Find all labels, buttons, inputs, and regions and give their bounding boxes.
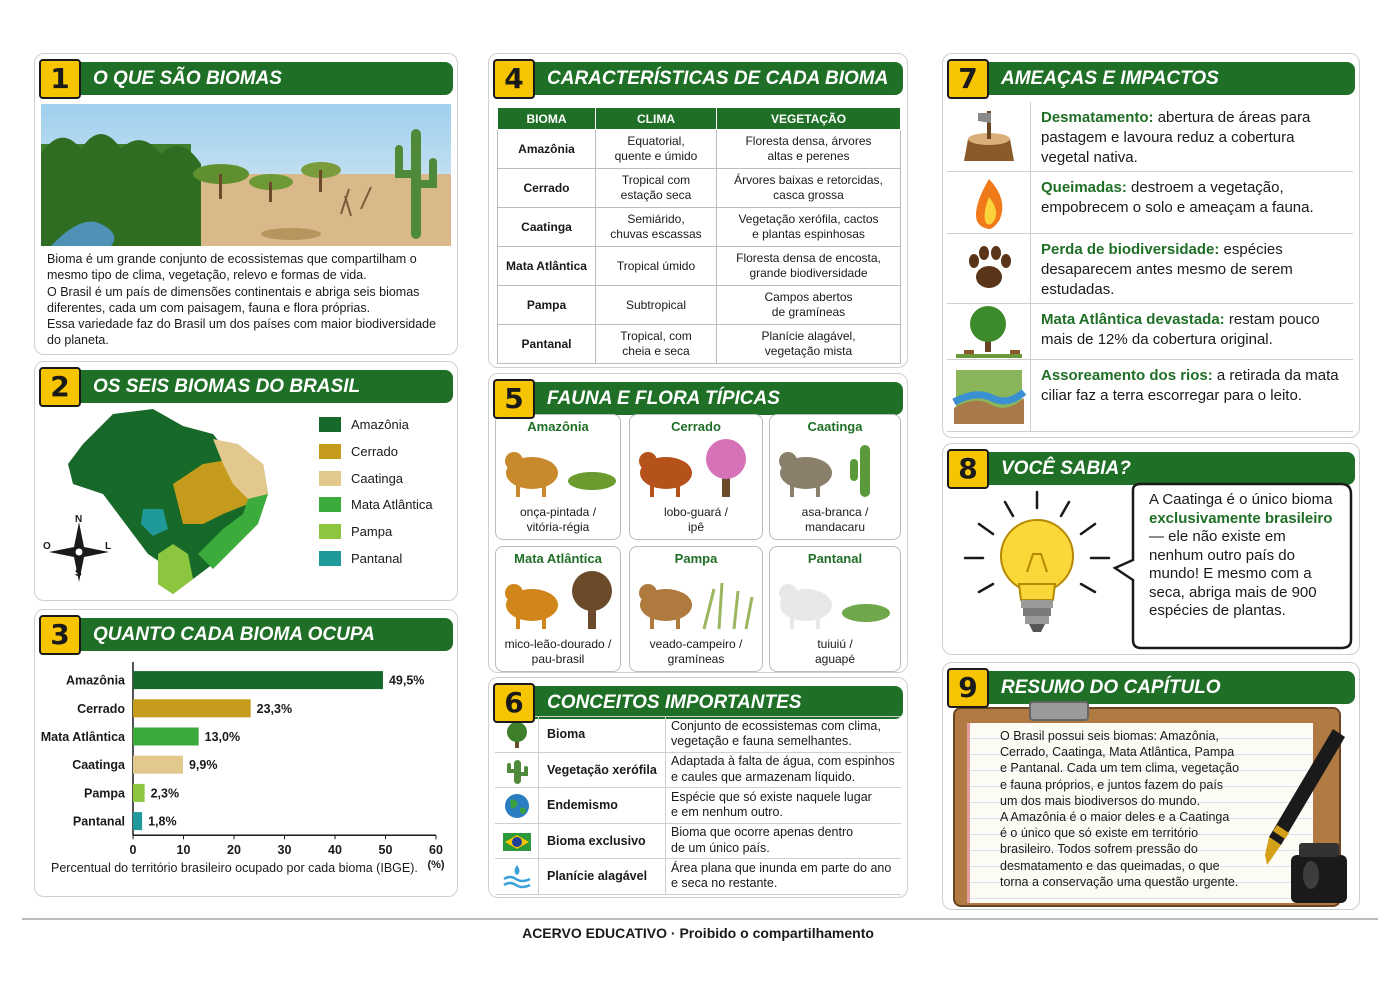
globe-icon xyxy=(502,792,532,820)
compass-s: S xyxy=(75,568,82,579)
section-number: 9 xyxy=(947,668,989,708)
section-biome-characteristics xyxy=(488,53,908,368)
table-header-row xyxy=(498,108,901,130)
threat-text: Mata Atlântica devastada: restam pouco mais de 12% da cobertura original. xyxy=(1041,311,1320,348)
concept-row xyxy=(495,717,901,753)
section-number: 6 xyxy=(493,683,535,723)
card-biome-name: Mata Atlântica xyxy=(514,551,602,566)
compass-o: O xyxy=(43,541,51,552)
brazil-flag-icon xyxy=(502,828,532,856)
value-label: 2,3% xyxy=(150,786,180,801)
chart-caption: Percentual do território brasileiro ocupado por cada bioma (IBGE). xyxy=(51,861,418,875)
value-label: 9,9% xyxy=(188,758,218,773)
section-biome-area-chart xyxy=(34,609,458,897)
x-tick-label: 50 xyxy=(378,843,393,858)
threat-row xyxy=(947,360,1353,432)
bird-cactus-icon xyxy=(774,437,894,499)
landscape-illustration xyxy=(41,104,451,246)
concept-row xyxy=(495,753,901,789)
paw-icon xyxy=(954,241,1024,297)
river-erosion-icon xyxy=(954,368,1024,424)
section-did-you-know xyxy=(942,443,1360,655)
threats-list xyxy=(947,102,1353,436)
section-what-are-biomes xyxy=(34,53,458,355)
section-number: 2 xyxy=(39,367,81,407)
biome-cell: Pampa xyxy=(498,286,596,325)
vegetation-cell: Planície alagável, vegetação mista xyxy=(717,325,901,364)
section-title: CARACTERÍSTICAS DE CADA BIOMA xyxy=(547,68,889,89)
section-key-concepts xyxy=(488,677,908,898)
value-label: 13,0% xyxy=(204,730,241,744)
bar xyxy=(133,756,183,774)
concept-definition: Conjunto de ecossistemas com clima, vegetação e fauna semelhantes. xyxy=(665,717,897,752)
card-biome-name: Pampa xyxy=(674,551,718,566)
summary-line: um dos mais biodiversos do mundo. xyxy=(1000,793,1201,808)
did-you-know-text: A Caatinga é o único bioma exclusivamente brasileiro — ele não existe em nenhum outro país do mundo! E mesmo com a seca, abriga mais de 900 espécies de plantas. xyxy=(1149,491,1333,619)
x-tick-label: 60 xyxy=(429,843,443,858)
vegetation-cell: Vegetação xerófila, cactos e plantas espinhosas xyxy=(717,208,901,247)
summary-line: brasileiro. Todos sofrem pressão do xyxy=(1000,842,1198,857)
card-species-label: onça-pintada / vitória-régia xyxy=(519,505,597,534)
section-six-biomes-map: 2 OS SEIS BIOMAS DO BRASIL N S O L Amazônia Cerrado Caatinga Mata Atlântica Pampa Pantanal xyxy=(34,361,458,601)
x-tick-label: 20 xyxy=(227,843,241,858)
biomes-definition-text: Bioma é um grande conjunto de ecossistemas que compartilham o mesmo tipo de clima, vegetação, relevo e formas de vida. O Brasil é um país de dimensões continentais e abriga seis biomas diferentes, cada um com paisagem, fauna e flora próprias. Essa variedade faz do Brasil um dos países com maior biodiversidade do planeta. xyxy=(47,252,437,348)
forest-stumps-icon xyxy=(954,304,1024,360)
table-row xyxy=(498,286,901,325)
climate-cell: Tropical, com cheia e seca xyxy=(596,325,717,364)
category-label: Caatinga xyxy=(72,758,125,773)
summary-line: desmatamento e das queimadas, o que xyxy=(1000,858,1220,873)
cactus-icon xyxy=(502,757,532,785)
climate-cell: Equatorial, quente e úmido xyxy=(596,130,717,169)
summary-line: e fauna próprios, e juntos fazem do país xyxy=(1000,777,1224,792)
axe-stump-icon xyxy=(954,109,1024,165)
section-header xyxy=(39,367,453,405)
threat-row xyxy=(947,234,1353,304)
section-header xyxy=(947,668,1355,706)
compass-n: N xyxy=(75,514,83,525)
section-number: 5 xyxy=(493,379,535,419)
concept-definition: Adaptada à falta de água, com espinhos e caules que armazenam líquido. xyxy=(665,753,897,788)
climate-cell: Tropical com estação seca xyxy=(596,169,717,208)
section-header xyxy=(39,615,453,653)
threat-text: Queimadas: destroem a vegetação, empobrecem o solo e ameaçam a fauna. xyxy=(1041,179,1314,216)
vegetation-cell: Campos abertos de gramíneas xyxy=(717,286,901,325)
fauna-flora-card xyxy=(769,414,901,540)
card-species-label: tuiuiú / aguapé xyxy=(814,637,856,666)
water-icon xyxy=(502,863,532,891)
concept-term: Planície alagável xyxy=(547,869,648,884)
table-row xyxy=(498,247,901,286)
compass-l: L xyxy=(105,541,112,552)
bar xyxy=(133,699,251,717)
section-title: FAUNA E FLORA TÍPICAS xyxy=(547,388,780,409)
threat-row xyxy=(947,304,1353,360)
card-species-label: asa-branca / mandacaru xyxy=(801,505,869,534)
vegetation-cell: Árvores baixas e retorcidas, casca grossa xyxy=(717,169,901,208)
table-row xyxy=(498,325,901,364)
bar xyxy=(133,728,199,746)
fire-icon xyxy=(954,175,1024,231)
concept-definition: Bioma que ocorre apenas dentro de um único país. xyxy=(665,824,897,859)
threat-row xyxy=(947,102,1353,172)
section-number: 8 xyxy=(947,449,989,489)
lightbulb-icon xyxy=(957,484,1117,649)
section-number: 4 xyxy=(493,59,535,99)
threat-text: Desmatamento: abertura de áreas para pastagem e lavoura reduz a cobertura vegetal nativa. xyxy=(1041,109,1311,166)
threat-text: Perda de biodiversidade: espécies desaparecem antes mesmo de serem estudadas. xyxy=(1041,241,1293,298)
bar xyxy=(133,671,383,689)
section-number: 1 xyxy=(39,59,81,99)
summary-line: torna a conservação uma questão urgente. xyxy=(1000,874,1239,889)
summary-line: é o único que só existe em território xyxy=(1000,826,1199,841)
section-header xyxy=(493,379,903,417)
concept-row xyxy=(495,788,901,824)
biome-cell: Caatinga xyxy=(498,208,596,247)
x-tick-label: 10 xyxy=(176,843,191,858)
section-number: 7 xyxy=(947,59,989,99)
climate-cell: Semiárido, chuvas escassas xyxy=(596,208,717,247)
footer-rule xyxy=(22,918,1378,920)
concept-row xyxy=(495,859,901,895)
concept-term: Vegetação xerófila xyxy=(547,762,657,777)
value-label: 1,8% xyxy=(148,814,177,829)
concept-term: Bioma exclusivo xyxy=(547,833,646,848)
bar xyxy=(133,784,145,802)
summary-text xyxy=(1000,728,1270,890)
card-species-label: lobo-guará / ipê xyxy=(663,505,729,534)
section-chapter-summary xyxy=(942,662,1360,910)
card-biome-name: Caatinga xyxy=(807,419,863,434)
table-row xyxy=(498,130,901,169)
concept-term: Bioma xyxy=(547,727,586,742)
card-biome-name: Cerrado xyxy=(671,419,721,434)
section-title: VOCÊ SABIA? xyxy=(1001,458,1131,479)
card-species-label: veado-campeiro / gramíneas xyxy=(649,637,743,666)
summary-line: e Pantanal. Cada um tem clima, vegetação xyxy=(1000,761,1240,776)
biome-characteristics-table xyxy=(497,107,901,364)
section-header xyxy=(493,59,903,97)
x-axis-unit: (%) xyxy=(427,859,445,872)
section-number: 3 xyxy=(39,615,81,655)
concepts-table xyxy=(495,716,901,896)
card-biome-name: Pantanal xyxy=(807,551,863,566)
x-tick-label: 40 xyxy=(328,843,342,858)
maned-wolf-ipe-icon xyxy=(634,437,754,499)
x-tick-label: 0 xyxy=(129,843,137,858)
category-label: Pantanal xyxy=(72,814,125,829)
threat-row xyxy=(947,172,1353,234)
x-tick-label: 30 xyxy=(277,843,292,858)
column-header: CLIMA xyxy=(596,108,717,130)
column-header: VEGETAÇÃO xyxy=(717,108,901,130)
fauna-flora-card xyxy=(495,546,621,672)
summary-line: O Brasil possui seis biomas: Amazônia, xyxy=(1000,729,1219,743)
fauna-flora-card xyxy=(629,414,763,540)
fauna-flora-card xyxy=(769,546,901,672)
bar xyxy=(133,812,142,830)
section-threats xyxy=(942,53,1360,438)
section-title: RESUMO DO CAPÍTULO xyxy=(1001,677,1221,698)
section-title: CONCEITOS IMPORTANTES xyxy=(547,692,802,713)
category-label: Amazônia xyxy=(65,673,125,688)
vegetation-cell: Floresta densa de encosta, grande biodiversidade xyxy=(717,247,901,286)
fauna-flora-card xyxy=(629,546,763,672)
concept-row xyxy=(495,824,901,860)
section-fauna-flora xyxy=(488,373,908,673)
biome-cell: Mata Atlântica xyxy=(498,247,596,286)
section-title: AMEAÇAS E IMPACTOS xyxy=(1001,68,1219,89)
section-title: OS SEIS BIOMAS DO BRASIL xyxy=(93,376,361,397)
category-label: Cerrado xyxy=(77,701,125,716)
value-label: 49,5% xyxy=(388,673,425,688)
value-label: 23,3% xyxy=(256,701,293,716)
summary-line: Cerrado, Caatinga, Mata Atlântica, Pampa xyxy=(1000,745,1235,760)
summary-line: A Amazônia é o maior deles e a Caatinga xyxy=(1000,810,1230,825)
tamarin-tree-icon xyxy=(500,569,620,631)
concept-definition: Espécie que só existe naquele lugar e em nenhum outro. xyxy=(665,788,897,823)
section-title: QUANTO CADA BIOMA OCUPA xyxy=(93,624,375,645)
fountain-pen-icon xyxy=(1237,725,1353,907)
biome-cell: Amazônia xyxy=(498,130,596,169)
fauna-flora-card xyxy=(495,414,621,540)
stork-waterlily-icon xyxy=(774,569,894,631)
vegetation-cell: Floresta densa, árvores altas e perenes xyxy=(717,130,901,169)
card-species-label: mico-leão-dourado / pau-brasil xyxy=(504,637,612,666)
card-biome-name: Amazônia xyxy=(527,419,589,434)
concept-definition: Área plana que inunda em parte do ano e seca no restante. xyxy=(665,859,897,894)
jaguar-waterlily-icon xyxy=(500,437,620,499)
deer-grass-icon xyxy=(634,569,754,631)
category-label: Pampa xyxy=(84,786,125,801)
climate-cell: Tropical úmido xyxy=(596,247,717,286)
section-header xyxy=(39,59,453,97)
concept-term: Endemismo xyxy=(547,798,618,813)
biome-cell: Cerrado xyxy=(498,169,596,208)
category-label: Mata Atlântica xyxy=(40,730,125,744)
tree-icon xyxy=(502,721,532,749)
biome-cell: Pantanal xyxy=(498,325,596,364)
section-title: O QUE SÃO BIOMAS xyxy=(93,68,282,89)
threat-text: Assoreamento dos rios: a retirada da mata ciliar faz a terra escorregar para o leito. xyxy=(1041,367,1339,404)
clipboard-clip xyxy=(1029,701,1089,721)
column-header: BIOMA xyxy=(498,108,596,130)
section-header xyxy=(947,59,1355,97)
climate-cell: Subtropical xyxy=(596,286,717,325)
table-row xyxy=(498,208,901,247)
table-row xyxy=(498,169,901,208)
footer-text: ACERVO EDUCATIVO · Proibido o compartilhamento xyxy=(522,925,874,941)
